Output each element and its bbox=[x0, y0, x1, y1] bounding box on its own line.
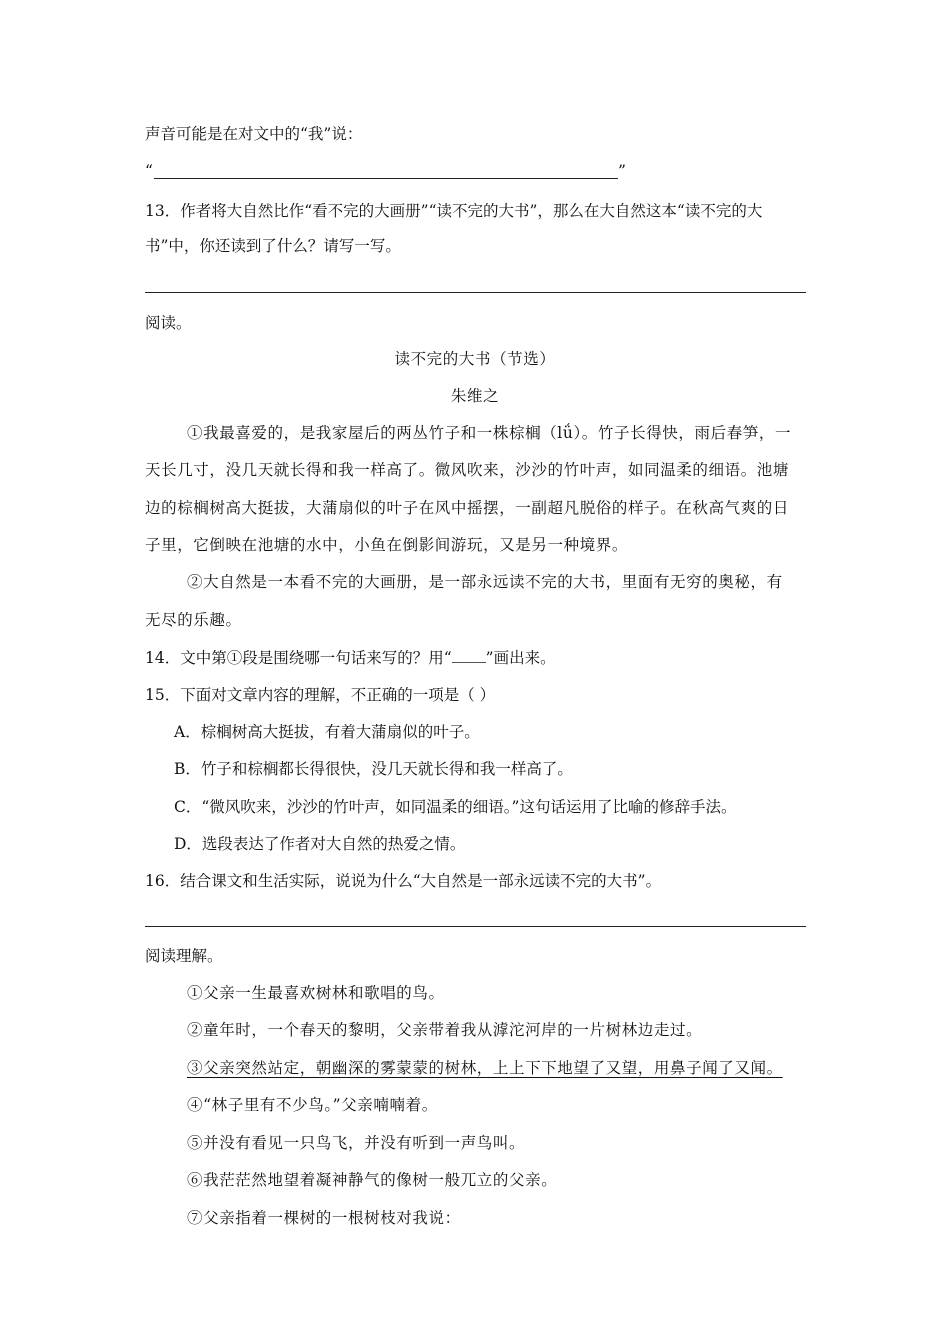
quote-close-mark: ” bbox=[618, 162, 626, 180]
paragraph-1-line: 天长几寸，没几天就长得和我一样高了。微风吹来，沙沙的竹叶声，如同温柔的细语。池塘 bbox=[145, 461, 790, 479]
story-paragraph-underlined: ③父亲突然站定，朝幽深的雾蒙蒙的树林，上上下下地望了又望，用鼻子闻了又闻。 bbox=[187, 1059, 783, 1077]
section-divider bbox=[145, 926, 806, 927]
question-15: 15．下面对文章内容的理解，不正确的一项是（ ） bbox=[145, 686, 496, 704]
option-b[interactable]: B．竹子和棕榈都长得很快，没几天就长得和我一样高了。 bbox=[174, 760, 573, 778]
question-13-line-2: 书”中，你还读到了什么？请写一写。 bbox=[145, 237, 401, 255]
quote-open-mark: “ bbox=[145, 162, 153, 180]
paragraph-2-line: ②大自然是一本看不完的大画册，是一部永远读不完的大书，里面有无穷的奥秘，有 bbox=[187, 573, 783, 591]
option-d[interactable]: D．选段表达了作者对大自然的热爱之情。 bbox=[174, 835, 466, 853]
story-paragraph: ②童年时，一个春天的黎明，父亲带着我从滹沱河岸的一片树林边走过。 bbox=[187, 1021, 703, 1039]
section-divider bbox=[145, 292, 806, 293]
question-16: 16．结合课文和生活实际，说说为什么“大自然是一部永远读不完的大书”。 bbox=[145, 872, 662, 890]
paragraph-1-line: ①我最喜爱的，是我家屋后的两丛竹子和一株棕榈（lǘ）。竹子长得快，雨后春笋，一 bbox=[187, 424, 792, 442]
story-paragraph: ⑦父亲指着一棵树的一根树枝对我说： bbox=[187, 1209, 461, 1227]
section-intro: 阅读理解。 bbox=[145, 947, 223, 965]
question-14 bbox=[145, 648, 556, 668]
answer-blank-line[interactable] bbox=[154, 178, 618, 179]
story-paragraph: ①父亲一生最喜欢树林和歌唱的鸟。 bbox=[187, 984, 445, 1002]
story-paragraph: ④“林子里有不少鸟。”父亲喃喃着。 bbox=[187, 1096, 438, 1114]
story-paragraph: ⑤并没有看见一只鸟飞，并没有听到一声鸟叫。 bbox=[187, 1134, 526, 1152]
paragraph-1-line: 边的棕榈树高大挺拔，大蒲扇似的叶子在风中摇摆，一副超凡脱俗的样子。在秋高气爽的日 bbox=[145, 499, 790, 517]
passage-author: 朱维之 bbox=[450, 387, 500, 405]
question-13-line-1: 13．作者将大自然比作“看不完的大画册”“读不完的大书”，那么在大自然这本“读不完的大 bbox=[145, 202, 763, 220]
underline-sample bbox=[452, 648, 486, 663]
option-c[interactable]: C．“微风吹来，沙沙的竹叶声，如同温柔的细语。”这句话运用了比喻的修辞手法。 bbox=[174, 798, 737, 816]
question-14-text-end: ”画出来。 bbox=[485, 649, 556, 667]
question-14-text: 14．文中第①段是围绕哪一句话来写的？用“ bbox=[145, 649, 452, 667]
story-paragraph: ⑥我茫茫然地望着凝神静气的像树一般兀立的父亲。 bbox=[187, 1171, 558, 1189]
option-a[interactable]: A．棕榈树高大挺拔，有着大蒲扇似的叶子。 bbox=[174, 723, 480, 741]
section-intro: 阅读。 bbox=[145, 314, 192, 332]
passage-title: 读不完的大书（节选） bbox=[394, 350, 556, 368]
paragraph-1-line: 子里，它倒映在池塘的水中，小鱼在倒影间游玩，又是另一种境界。 bbox=[145, 536, 629, 554]
paragraph-2-line: 无尽的乐趣。 bbox=[145, 611, 242, 629]
voice-prompt: 声音可能是在对文中的“我”说： bbox=[145, 125, 363, 143]
